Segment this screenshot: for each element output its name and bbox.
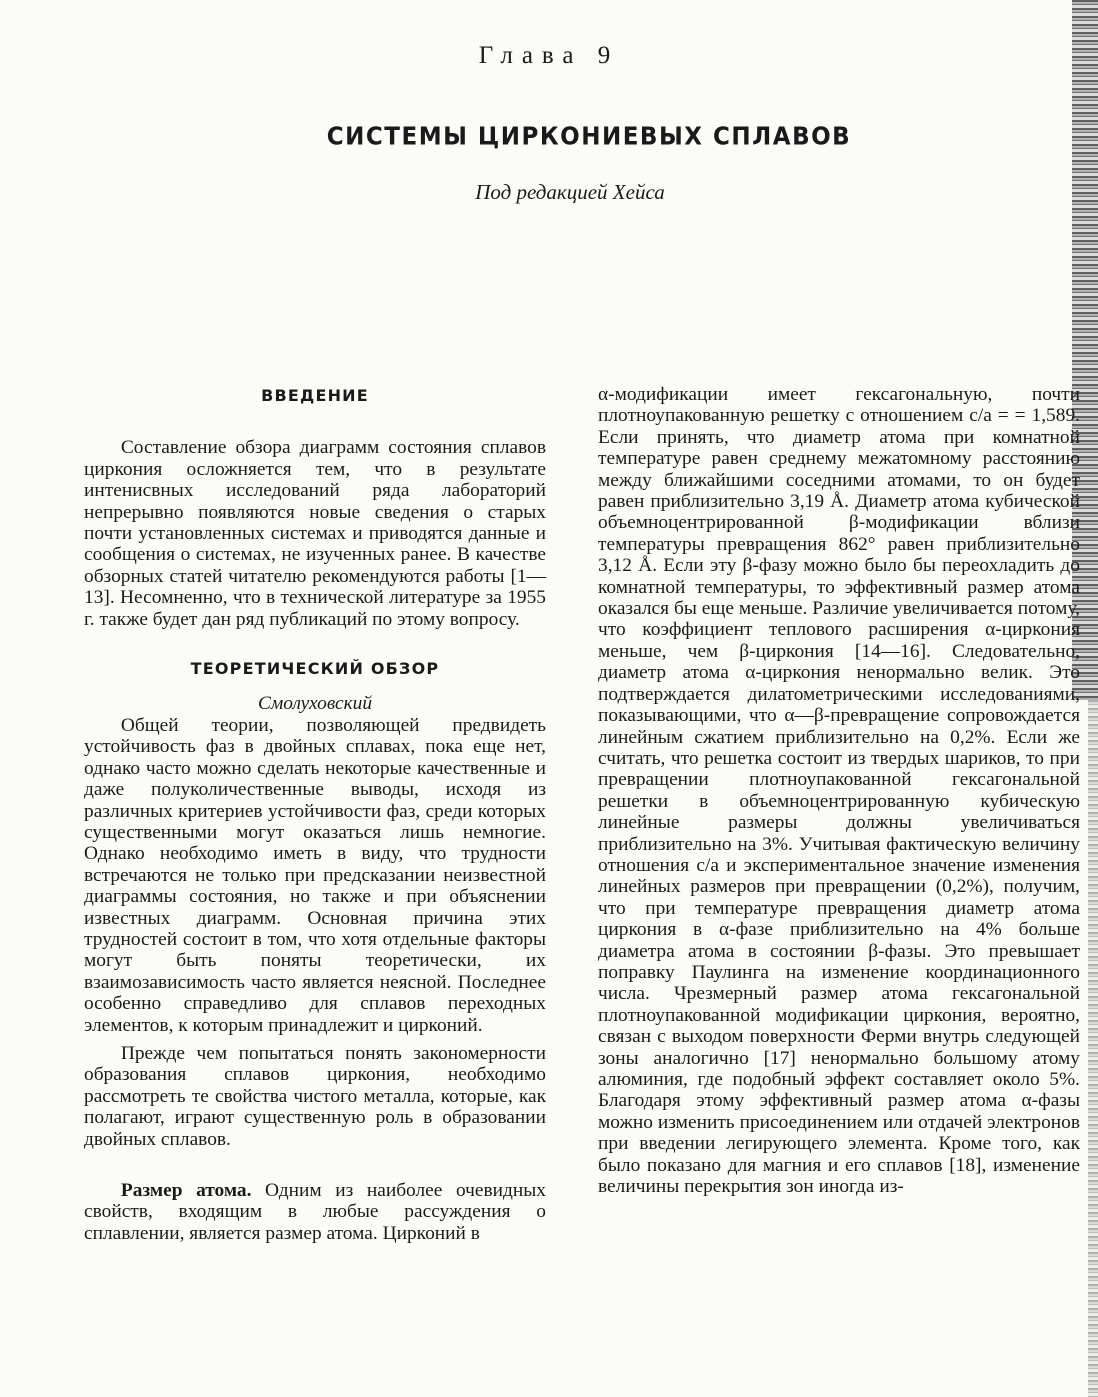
scan-edge-shadow-lower (1088, 700, 1098, 1397)
intro-heading: ВВЕДЕНИЕ (261, 386, 369, 405)
chapter-label: Глава 9 (478, 42, 620, 69)
theory-heading: ТЕОРЕТИЧЕСКИЙ ОБЗОР (190, 659, 440, 679)
theory-paragraph-1: Общей теории, позволяющей предвидеть устойчивость фаз в двойных сплавах, пока еще нет, однако часто можно сделать некоторые качественные и даже полуколичественные выводы, исходя из различных критериев устойчивости фаз, среди которых существенными могут оказаться лишь немногие. Однако необходимо иметь в виду, что трудности встречаются не только при предсказании неизвестной диаграммы состояния, но также и при объяснении известных диаграмм. Основная причина этих трудностей состоит в том, что хотя отдельные факторы могут быть поняты теоретически, их взаимозависимость часто является неясной. Последнее особенно справедливо для сплавов переходных элементов, к которым принадлежит и цирконий. (84, 714, 546, 1036)
theory-author: Смолуховский (257, 693, 373, 715)
theory-paragraph-2: Прежде чем попытаться понять закономерности образования сплавов циркония, необходимо рассмотреть те свойства чистого металла, которые, как полагают, играют существенную роль в образовании двойных сплавов. (84, 1042, 546, 1150)
chapter-title: СИСТЕМЫ ЦИРКОНИЕВЫХ СПЛАВОВ (326, 122, 852, 152)
atom-size-paragraph (84, 1180, 546, 1244)
intro-paragraph: Составление обзора диаграмм состояния сплавов циркония осложняется тем, что в результате интенисвных исследований ряда лабораторий непрерывно появляются новые сведения о старых почти установленных системах и приводятся данные и сообщения о системах, не изученных ранее. В качестве обзорных статей читателю рекомендуются работы [1—13]. Несомненно, что в технической литературе за 1955 г. также будет дан ряд публикаций по этому вопросу. (84, 437, 546, 630)
atom-size-text: Одним из наиболее очевидных свойств, входящим в любые рассуждения о сплавлении, является размер атома. Цирконий в (84, 1180, 546, 1244)
editor-line: Под редакцией Хейса (475, 180, 665, 204)
right-column (598, 384, 1080, 1197)
atom-size-lead: Размер атома. (120, 1180, 252, 1201)
right-paragraph: α-модификации имеет гексагональную, почти плотноупакованную решетку с отношением c/a = = 1,589. Если принять, что диаметр атома при комнатной температуре равен среднему межатомному расстоянию между ближайшими соседними атомами, то он будет равен приблизительно 3,19 Å. Диаметр атома кубической объемноцентрированной β-модификации вблизи температуры превращения 862° равен приблизительно 3,12 Å. Если эту β-фазу можно было бы переохладить до комнатной температуры, то эффективный размер атома оказался бы еще меньше. Различие увеличивается потому, что коэффициент теплового расширения α-циркония меньше, чем β-циркония [14—16]. Следовательно, диаметр атома α-циркония ненормально велик. Это подтверждается дилатометрическими исследованиями, показывающими, что α—β-превращение сопровождается линейным сжатием приблизительно на 0,2%. Если же считать, что решетка состоит из твердых шариков, то при превращении плотноупакованной гексагональной решетки в объемноцентрированную кубическую линейные размеры должны увеличиваться приблизительно на 3%. Учитывая фактическую величину отношения c/a и экспериментальное значение изменения линейных размеров при превращении (0,2%), получим, что при температуре превращения диаметр атома циркония в α-фазе приблизительно на 4% больше диаметра атома в состоянии β-фазы. Это превышает поправку Паулинга на изменение координационного числа. Чрезмерный размер атома гексагональной плотноупакованной модификации циркония, вероятно, связан с выходом поверхности Ферми внутрь следующей зоны аналогично [17] ненормально большому атому алюминия, где подобный эффект составляет около 5%. Благодаря этому эффективный размер атома α-фазы можно изменить присоединением или отдачей электронов при введении легирующего элемента. Кроме того, как было показано для магния и его сплавов [18], изменение величины перекрытия зон иногда из- (598, 384, 1080, 1198)
left-column (84, 383, 546, 1244)
